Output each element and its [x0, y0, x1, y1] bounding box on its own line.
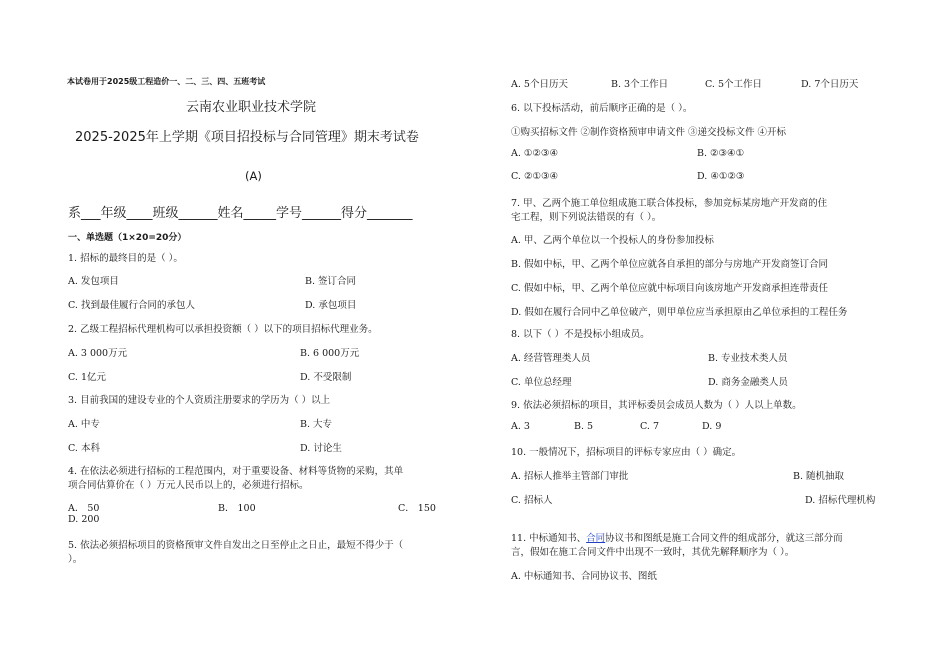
q1-option-a: A. 发包项目 — [68, 276, 119, 287]
section-title: 一、单选题（1×20=20分） — [68, 233, 187, 243]
question-4-line1: 4. 在依法必须进行招标的工程范围内，对于重要设备、材料等货物的采购，其单 — [68, 466, 404, 477]
q3-option-a: A. 中专 — [68, 419, 100, 430]
q10-option-d: D. 招标代理机构 — [805, 495, 876, 506]
q7-option-b: B. 假如中标，甲、乙两个单位应就各自承担的部分与房地产开发商签订合同 — [511, 259, 829, 270]
q2-option-d: D. 不受限制 — [300, 372, 352, 383]
question-1: 1. 招标的最终目的是（ ）。 — [68, 253, 183, 264]
student-info-line: 系___年级____班级______姓名_____学号______得分_______ — [68, 206, 413, 221]
question-8: 8. 以下（ ）不是投标小组成员。 — [511, 329, 650, 340]
q5-option-a: A. 5个日历天 — [511, 79, 568, 90]
q6-option-a: A. ①②③④ — [511, 148, 558, 159]
question-9: 9. 依法必须招标的项目，其评标委员会成员人数为（ ）人以上单数。 — [511, 400, 802, 411]
q5-option-d: D. 7个日历天 — [801, 79, 859, 90]
q3-option-b: B. 大专 — [300, 419, 333, 430]
q11-text-post: 协议书和图纸是施工合同文件的组成部分，就这三部分而 — [605, 533, 843, 544]
q10-option-a: A. 招标人推举主管部门审批 — [511, 471, 629, 482]
question-3: 3. 目前我国的建设专业的个人资质注册要求的学历为（ ）以上 — [68, 395, 331, 406]
q6-option-b: B. ②③④① — [697, 148, 745, 159]
q8-option-b: B. 专业技术类人员 — [708, 353, 788, 364]
q9-option-c: C. 7 — [640, 421, 660, 432]
question-5-line2: ）。 — [68, 554, 83, 565]
q7-option-c: C. 假如中标，甲、乙两个单位应就中标项目向该房地产开发商承担连带责任 — [511, 283, 828, 294]
q1-option-d: D. 承包项目 — [305, 300, 357, 311]
q9-option-d: D. 9 — [702, 421, 722, 432]
q9-option-b: B. 5 — [574, 421, 594, 432]
q8-option-a: A. 经营管理类人员 — [511, 353, 591, 364]
q1-option-c: C. 找到最佳履行合同的承包人 — [68, 300, 195, 311]
q6-item-list: ①购买招标文件 ②制作资格预审申请文件 ③递交投标文件 ④开标 — [511, 127, 787, 138]
q10-option-b: B. 随机抽取 — [793, 471, 845, 482]
question-6: 6. 以下投标活动，前后顺序正确的是（ ）。 — [511, 103, 693, 114]
q2-option-c: C. 1亿元 — [68, 372, 107, 383]
school-name: 云南农业职业技术学院 — [186, 100, 317, 115]
q7-option-a: A. 甲、乙两个单位以一个投标人的身份参加投标 — [511, 235, 714, 246]
q5-option-c: C. 5个工作日 — [705, 79, 763, 90]
q8-option-c: C. 单位总经理 — [511, 377, 572, 388]
q11-text-pre: 11. 中标通知书、 — [511, 533, 587, 544]
question-7-line1: 7. 甲、乙两个施工单位组成施工联合体投标，参加竞标某房地产开发商的住 — [511, 198, 828, 209]
contract-link[interactable]: 合同 — [586, 533, 606, 544]
q6-option-d: D. ④①②③ — [697, 171, 745, 182]
q4-option-d: D. 200 — [68, 514, 100, 525]
question-2: 2. 乙级工程招标代理机构可以承担投资额（ ）以下的项目招标代理业务。 — [68, 324, 378, 335]
question-11-line1 — [511, 530, 843, 544]
exam-title: 2025-2025年上学期《项目招投标与合同管理》期末考试卷 — [75, 130, 419, 145]
q6-option-c: C. ②①③④ — [511, 171, 559, 182]
q11-option-a: A. 中标通知书、合同协议书、图纸 — [511, 571, 657, 582]
q7-option-d: D. 假如在履行合同中乙单位破产，则甲单位应当承担原由乙单位承担的工程任务 — [511, 307, 848, 318]
q8-option-d: D. 商务金融类人员 — [708, 377, 788, 388]
question-10: 10. 一般情况下，招标项目的评标专家应由（ ）确定。 — [511, 447, 742, 458]
q4-option-a: A． 50 — [68, 503, 100, 514]
q1-option-b: B. 签订合同 — [305, 276, 357, 287]
question-11-line2: 言，假如在施工合同文件中出现不一致时，其优先解释顺序为（ ）。 — [511, 547, 795, 558]
q3-option-d: D. 讨论生 — [300, 443, 342, 454]
question-4-line2: 项合同估算价在（ ）万元人民币以上的，必须进行招标。 — [68, 480, 309, 491]
q4-option-b: B． 100 — [218, 503, 256, 514]
q4-option-c: C． 150 — [398, 503, 436, 514]
q3-option-c: C. 本科 — [68, 443, 100, 454]
q9-option-a: A. 3 — [511, 421, 530, 432]
q5-option-b: B. 3个工作日 — [611, 79, 669, 90]
q2-option-a: A. 3 000万元 — [68, 348, 128, 359]
q10-option-c: C. 招标人 — [511, 495, 553, 506]
exam-usage-note: 本试卷用于2025级工程造价一、二、三、四、五班考试 — [67, 77, 266, 86]
question-7-line2: 宅工程，则下列说法错误的有（ ）。 — [511, 212, 662, 223]
question-5-line1: 5. 依法必须招标项目的资格预审文件自发出之日至停止之日止，最短不得少于（ — [68, 540, 404, 551]
paper-version: (A) — [245, 169, 262, 183]
q2-option-b: B. 6 000万元 — [300, 348, 360, 359]
